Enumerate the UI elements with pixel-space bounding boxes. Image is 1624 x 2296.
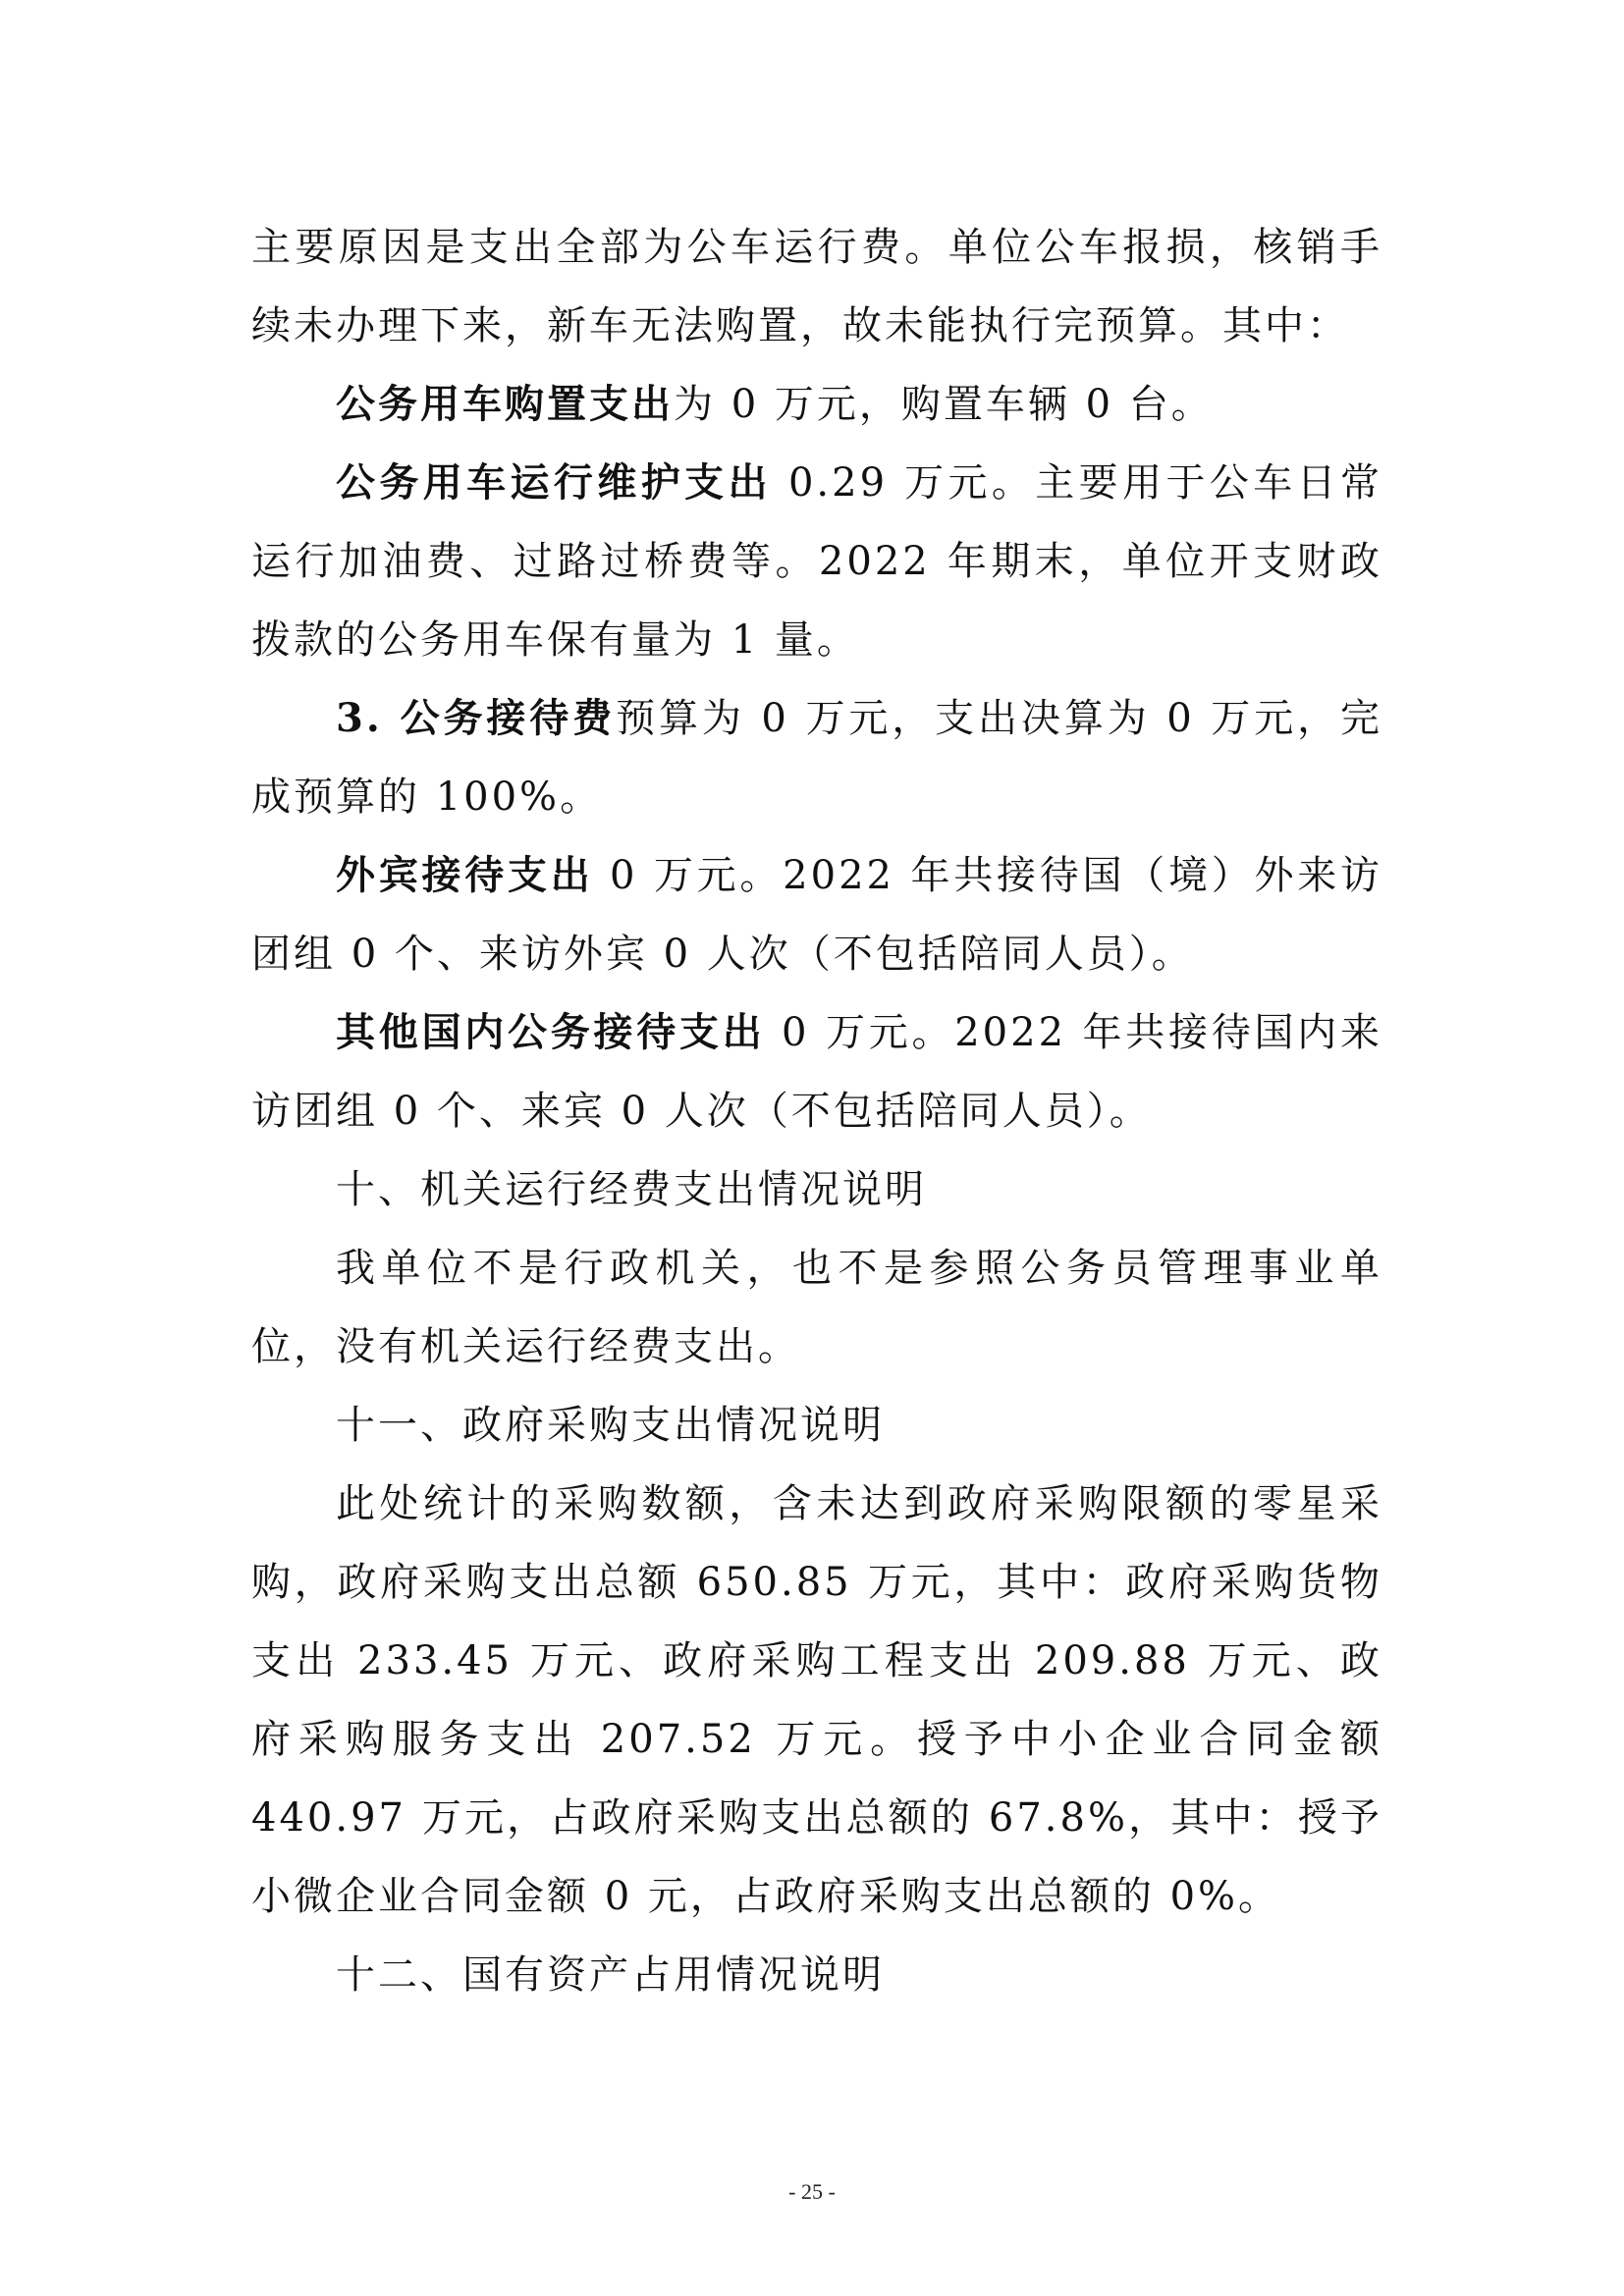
- bold-lead-text: 3. 公务接待费: [336, 695, 617, 741]
- paragraph-operating-expense: [251, 1229, 1382, 1386]
- paragraph-text: 0 万元。2022 年共接待国内来访团组 0 个、来宾 0 人次（不包括陪同人员）。: [251, 1010, 1383, 1134]
- paragraph-text: 此处统计的采购数额，含未达到政府采购限额的零星采购，政府采购支出总额 650.85 万元，其中：政府采购货物支出 233.45 万元、政府采购工程支出 209.88 万元、政府采购服务支出 207.52 万元。授予中小企业合同金额 440.97 万元，占政府采购支出总额的 67.8%，其中：授予小微企业合同金额 0 元，占政府采购支出总额的 0%。: [251, 1481, 1382, 1919]
- bold-lead-text: 外宾接待支出: [336, 852, 594, 898]
- page-body: [251, 208, 1382, 2014]
- paragraph-text: 0.29 万元。主要用于公车日常运行加油费、过路过桥费等。2022 年期末，单位开支财政拨款的公务用车保有量为 1 量。: [251, 460, 1383, 663]
- paragraph-vehicle-purchase: [251, 365, 1382, 444]
- paragraph-text: 0 万元。2022 年共接待国（境）外来访团组 0 个、来访外宾 0 人次（不包括陪同人员）。: [251, 853, 1383, 977]
- paragraph-domestic-reception: [251, 993, 1382, 1150]
- paragraph-foreign-guest-reception: [251, 836, 1382, 993]
- paragraph-reason: [251, 208, 1382, 365]
- bold-lead-text: 其他国内公务接待支出: [336, 1009, 766, 1055]
- section-heading-12: 十二、国有资产占用情况说明: [336, 1952, 885, 1998]
- bold-lead-text: 公务用车运行维护支出: [336, 459, 772, 506]
- paragraph-text: 主要原因是支出全部为公车运行费。单位公车报损，核销手续未办理下来，新车无法购置，故未能执行完预算。其中：: [251, 225, 1382, 348]
- paragraph-text: 预算为 0 万元，支出决算为 0 万元，完成预算的 100%。: [251, 696, 1382, 820]
- paragraph-vehicle-maintenance: [251, 444, 1382, 679]
- page-number: - 25 -: [788, 2179, 836, 2204]
- paragraph-reception-expense: [251, 679, 1382, 836]
- paragraph-text: 为 0 万元，购置车辆 0 台。: [674, 382, 1214, 427]
- paragraph-text: 我单位不是行政机关，也不是参照公务员管理事业单位，没有机关运行经费支出。: [251, 1246, 1382, 1369]
- bold-lead-text: 公务用车购置支出: [336, 381, 674, 427]
- section-heading-10: 十、机关运行经费支出情况说明: [336, 1167, 927, 1212]
- paragraph-procurement: [251, 1465, 1382, 1936]
- section-heading-11: 十一、政府采购支出情况说明: [336, 1403, 885, 1448]
